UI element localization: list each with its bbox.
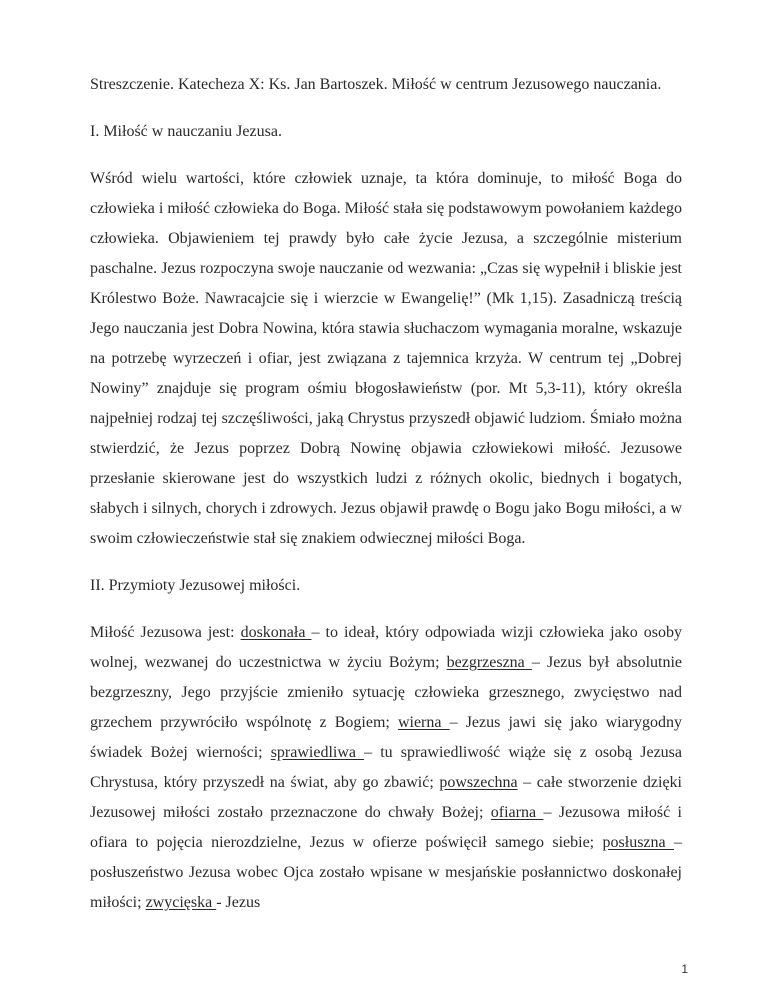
- attribute-term: ofiarna: [490, 804, 544, 821]
- attribute-description: – to ideał, który odpowiada wizji człowieka jako osoby wolnej, wezwanej do uczestnictwa w życiu Bożym;: [90, 624, 682, 671]
- attribute-description: – Jezus był absolutnie bezgrzeszny, Jego przyjście zmieniło sytuację człowieka grzesznego, zwycięstwo nad grzechem przywróciło wspólnotę z Bogiem;: [90, 654, 683, 731]
- document-title: Streszczenie. Katecheza X: Ks. Jan Bartoszek. Miłość w centrum Jezusowego nauczania.: [90, 76, 662, 93]
- section-2-body: [90, 618, 682, 918]
- attribute-term: doskonała: [240, 624, 312, 641]
- attribute-description: – Jezus jawi się jako wiarygodny świadek Bożej wierności;: [90, 714, 683, 761]
- attribute-term: wierna: [397, 714, 450, 731]
- section-1-body: Wśród wielu wartości, które człowiek uznaje, ta która dominuje, to miłość Boga do człowieka i miłość człowieka do Boga. Miłość stała się podstawowym powołaniem każdego człowieka. Objawieniem tej prawdy było całe życie Jezusa, a szczególnie misterium paschalne. Jezus rozpoczyna swoje nauczanie od wezwania: „Czas się wypełnił i bliskie jest Królestwo Boże. Nawracajcie się i wierzcie w Ewangelię!” (Mk 1,15). Zasadniczą treścią Jego nauczania jest Dobra Nowina, która stawia słuchaczom wymagania moralne, wskazuje na potrzebę wyrzeczeń i ofiar, jest związana z tajemnica krzyża. W centrum tej „Dobrej Nowiny” znajduje się program ośmiu błogosławieństw (por. Mt 5,3-11), który określa najpełniej rodzaj tej szczęśliwości, jaką Chrystus przyszedł objawić ludziom. Śmiało można stwierdzić, że Jezus poprzez Dobrą Nowinę objawia człowiekowi miłość. Jezusowe przesłanie skierowane jest do wszystkich ludzi z różnych okolic, biednych i bogatych, słabych i silnych, chorych i zdrowych. Jezus objawił prawdę o Bogu jako Bogu miłości, a w swoim człowieczeństwie stał się znakiem odwiecznej miłości Boga.: [90, 170, 682, 547]
- attribute-term: powszechna: [439, 774, 518, 791]
- attribute-description: – całe stworzenie dzięki Jezusowej miłości zostało przeznaczone do chwały Bożej;: [90, 774, 682, 821]
- attribute-term: posłuszna: [602, 834, 674, 851]
- attribute-term: bezgrzeszna: [446, 654, 532, 671]
- section-2-heading: II. Przymioty Jezusowej miłości.: [90, 577, 301, 594]
- section-2-intro: Miłość Jezusowa jest:: [90, 624, 241, 641]
- attribute-description: – tu sprawiedliwość wiąże się z osobą Jezusa Chrystusa, który przyszedł na świat, aby go zbawić;: [90, 744, 682, 791]
- document-page: [90, 70, 682, 935]
- attribute-description: – posłuszeństwo Jezusa wobec Ojca zostało wpisane w mesjańskie posłannictwo doskonałej miłości;: [90, 834, 682, 911]
- section-1-heading: I. Miłość w nauczaniu Jezusa.: [90, 123, 282, 140]
- attribute-description: – Jezusowa miłość i ofiara to pojęcia nierozdzielne, Jezus w ofierze poświęcił samego siebie;: [90, 804, 682, 851]
- attribute-term: sprawiedliwa: [270, 744, 365, 761]
- page-number: 1: [681, 962, 688, 976]
- attribute-description: - Jezus: [216, 894, 261, 911]
- attribute-term: zwycięska: [145, 894, 217, 911]
